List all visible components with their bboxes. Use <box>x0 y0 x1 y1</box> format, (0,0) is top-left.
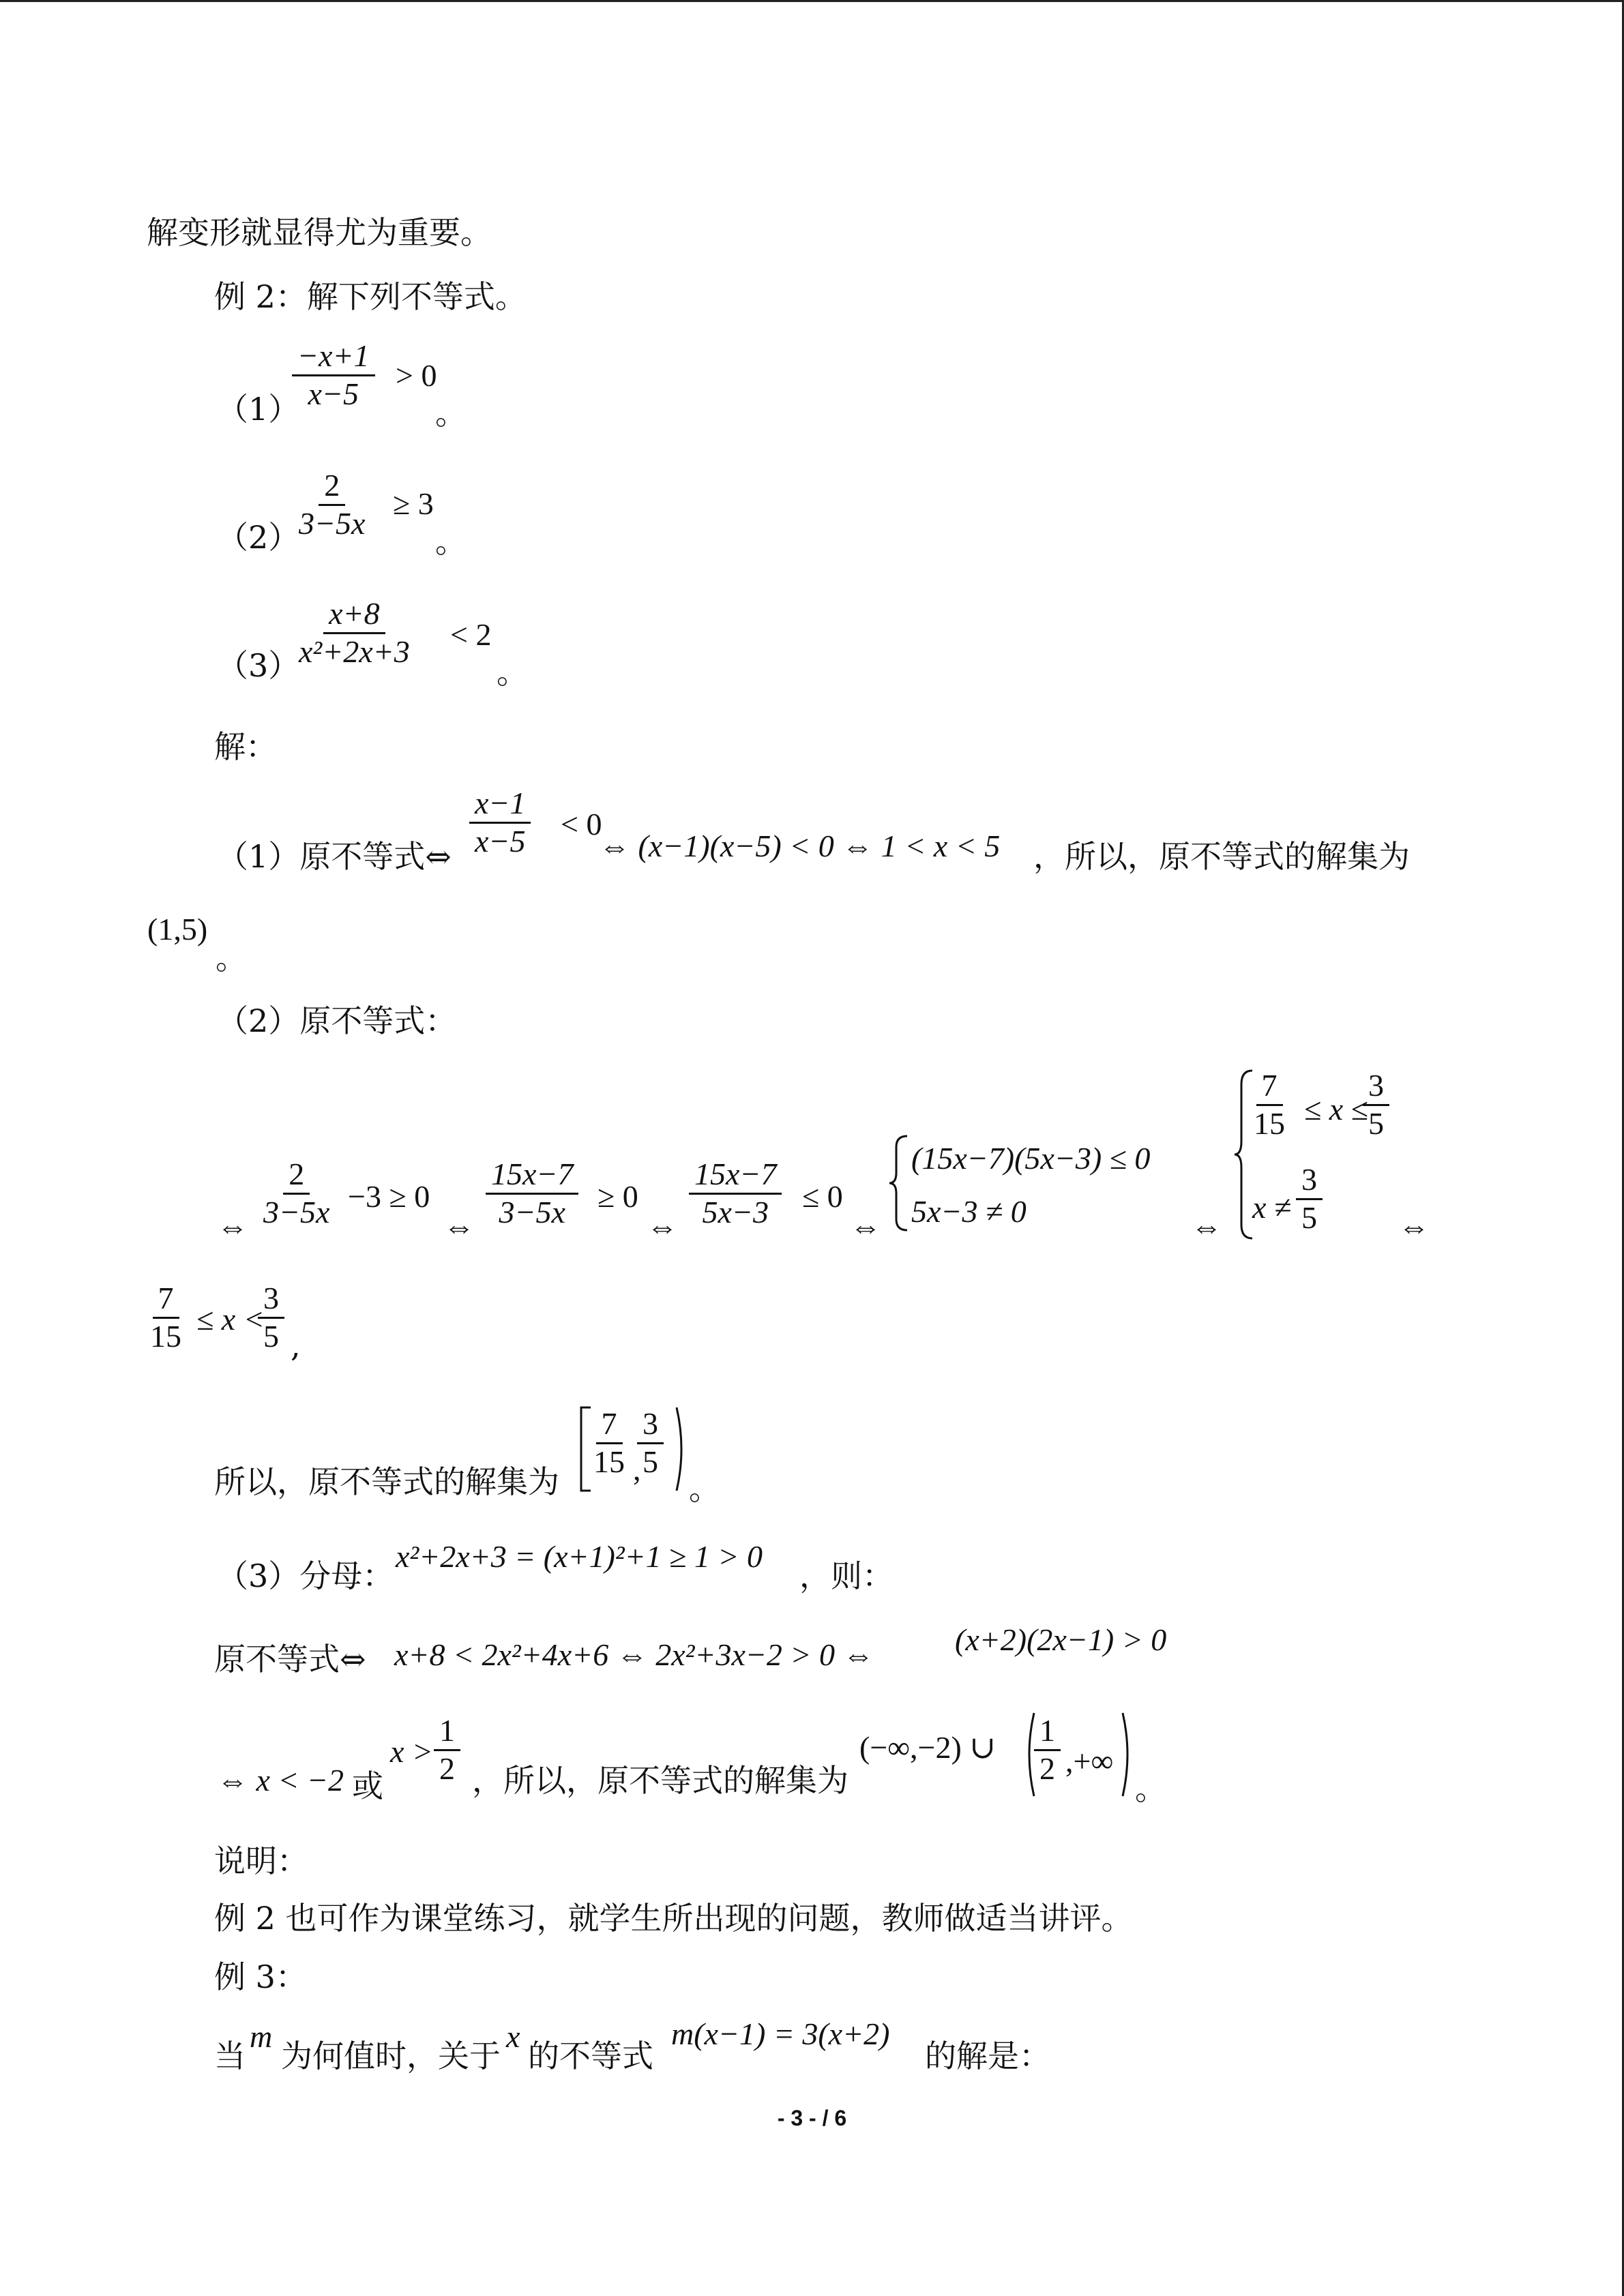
iff-symbol: ⇔ <box>1191 1209 1222 1244</box>
example-3-expression: m(x−1) = 3(x+2) <box>671 2016 890 2051</box>
iff-symbol: ⇔ <box>217 1209 248 1244</box>
note-label: 说明： <box>214 1843 308 1879</box>
page-number: - 3 - / 6 <box>777 2106 847 2130</box>
punctuation: 。 <box>435 395 467 432</box>
problem-1-label: （1） <box>217 391 300 428</box>
fraction-denominator: 15 <box>593 1444 625 1479</box>
punctuation: , <box>291 1327 301 1364</box>
solution-1-fraction <box>469 786 531 860</box>
solution-1-text: （1）原不等式⇔ <box>217 838 452 875</box>
or-text: 或 <box>352 1768 383 1804</box>
expression: ≥ 0 <box>597 1179 638 1214</box>
variable-x: x <box>506 2019 520 2054</box>
expression: ≤ 0 <box>802 1179 843 1214</box>
fraction-denominator: 5x−3 <box>702 1194 769 1229</box>
system-1-brace <box>887 1132 914 1234</box>
system-1-inequality: (15x−7)(5x−3) ≤ 0 <box>911 1141 1151 1176</box>
fraction-numerator: 1 <box>434 1713 460 1751</box>
fraction-numerator: 3 <box>1296 1162 1323 1200</box>
fraction-denominator: 3−5x <box>499 1194 565 1229</box>
iff-symbol: ⇔ <box>850 1209 881 1244</box>
fraction-numerator: 15x−7 <box>689 1157 782 1195</box>
solution-2-fraction-3 <box>689 1157 782 1231</box>
fraction-numerator: 7 <box>1256 1068 1283 1106</box>
problem-3-label: （3） <box>217 647 300 684</box>
fraction-numerator: 15x−7 <box>486 1157 578 1195</box>
problem-2-rhs: ≥ 3 <box>393 486 434 521</box>
iff-symbol: ⇔ <box>1398 1209 1430 1244</box>
solution-2-set-right <box>637 1406 664 1480</box>
solution-label: 解： <box>214 728 277 765</box>
problem-2-fraction <box>293 468 370 542</box>
fraction-denominator: 2 <box>439 1750 455 1786</box>
fraction-denominator: 15 <box>1254 1105 1285 1141</box>
punctuation: 。 <box>1135 1770 1166 1807</box>
problem-3-rhs: < 2 <box>450 617 492 652</box>
punctuation: 。 <box>435 523 467 560</box>
solution-2-fraction-1 <box>258 1157 335 1231</box>
fraction-denominator: 15 <box>150 1318 181 1354</box>
solution-3-half <box>434 1713 460 1787</box>
expression: −3 ≥ 0 <box>348 1179 430 1214</box>
problem-3-fraction <box>293 596 415 670</box>
variable-m: m <box>250 2019 273 2054</box>
note-text: 例 2 也可作为课堂练习，就学生所出现的问题，教师做适当讲评。 <box>214 1900 1133 1937</box>
fraction-denominator: 5 <box>1301 1199 1317 1235</box>
example-2-title: 例 2：解下列不等式。 <box>214 278 527 315</box>
fraction-numerator: 3 <box>1363 1068 1389 1106</box>
system-2-right-fraction <box>1363 1068 1389 1142</box>
system-2-condition: x ≠ <box>1252 1190 1292 1225</box>
problem-2-denominator: 3−5x <box>299 505 366 541</box>
fraction-numerator: 1 <box>1034 1713 1061 1751</box>
problem-1-rhs: > 0 <box>396 358 437 393</box>
solution-3-line2-factor: (x+2)(2x−1) > 0 <box>955 1622 1167 1657</box>
problem-2-numerator: 2 <box>319 468 345 506</box>
solution-3-text: （3）分母： <box>217 1557 394 1594</box>
paragraph-line: 解变形就显得尤为重要。 <box>147 214 492 251</box>
example-3-title: 例 3： <box>214 1958 307 1995</box>
solution-2-set-text: 所以，原不等式的解集为 <box>214 1463 559 1500</box>
fraction-numerator: 7 <box>596 1406 623 1444</box>
solution-1-rhs: < 0 <box>561 807 602 841</box>
problem-1-fraction <box>292 338 375 413</box>
problem-1-denominator: x−5 <box>308 376 359 411</box>
solution-1-numerator: x−1 <box>469 786 531 824</box>
solution-3-set-part: (−∞,−2) ∪ <box>859 1730 996 1765</box>
fraction-denominator: 3−5x <box>263 1194 330 1229</box>
fraction-denominator: 2 <box>1039 1750 1055 1786</box>
solution-1-denominator: x−5 <box>475 823 526 859</box>
fraction-numerator: 3 <box>258 1281 284 1319</box>
example-3-text: 当 <box>214 2038 246 2074</box>
punctuation: 。 <box>497 654 528 691</box>
fraction-denominator: 5 <box>643 1444 658 1479</box>
solution-2-result-left <box>145 1281 187 1355</box>
solution-2-fraction-2 <box>486 1157 578 1231</box>
problem-3-numerator: x+8 <box>323 596 385 634</box>
iff-symbol: ⇔ <box>647 1209 678 1244</box>
example-3-text: 的解是： <box>925 2038 1050 2074</box>
system-2-inequality: ≤ x ≤ <box>1304 1092 1368 1127</box>
system-2-condition-fraction <box>1296 1162 1323 1236</box>
example-3-text: 的不等式 <box>528 2038 653 2074</box>
solution-3-line2-text: 原不等式⇔ <box>214 1641 366 1678</box>
solution-2-set-left <box>588 1406 630 1480</box>
solution-3-line3-gt: x > <box>390 1734 433 1769</box>
solution-2-text: （2）原不等式： <box>217 1002 457 1039</box>
problem-1-numerator: −x+1 <box>292 338 375 376</box>
right-parenthesis <box>673 1405 689 1493</box>
solution-3-then: ，则： <box>799 1557 894 1594</box>
fraction-denominator: 5 <box>1368 1105 1384 1141</box>
top-border <box>0 0 1624 2</box>
solution-2-result: ≤ x < <box>196 1302 265 1337</box>
fraction-denominator: 5 <box>263 1318 279 1354</box>
solution-3-set-fraction <box>1034 1713 1061 1787</box>
solution-3-line3-expr: ⇔ x < −2 <box>217 1763 344 1798</box>
solution-1-conclusion: ，所以，原不等式的解集为 <box>1033 838 1410 875</box>
solution-3-set-end: ,+∞ <box>1065 1744 1114 1778</box>
fraction-numerator: 2 <box>283 1157 310 1195</box>
solution-1-set: (1,5) <box>147 912 208 946</box>
system-2-left-fraction <box>1248 1068 1290 1142</box>
problem-2-label: （2） <box>217 519 300 556</box>
solution-2-result-right <box>258 1281 284 1355</box>
fraction-numerator: 3 <box>637 1406 664 1444</box>
punctuation: 。 <box>216 940 247 976</box>
punctuation: 。 <box>689 1470 720 1507</box>
system-1-condition: 5x−3 ≠ 0 <box>911 1194 1027 1229</box>
solution-3-conclusion: ，所以，原不等式的解集为 <box>472 1762 848 1799</box>
solution-3-line2-expr: x+8 < 2x²+4x+6 ⇔ 2x²+3x−2 > 0 ⇔ <box>394 1637 874 1672</box>
right-parenthesis <box>1119 1710 1135 1799</box>
solution-1-chain: ⇔ (x−1)(x−5) < 0 ⇔ 1 < x < 5 <box>599 829 1001 863</box>
problem-3-denominator: x²+2x+3 <box>299 633 410 669</box>
solution-3-denominator-expr: x²+2x+3 = (x+1)²+1 ≥ 1 > 0 <box>396 1539 763 1574</box>
iff-symbol: ⇔ <box>443 1209 475 1244</box>
fraction-numerator: 7 <box>153 1281 179 1319</box>
comma: , <box>633 1452 641 1487</box>
example-3-text: 为何值时，关于 <box>281 2038 501 2074</box>
